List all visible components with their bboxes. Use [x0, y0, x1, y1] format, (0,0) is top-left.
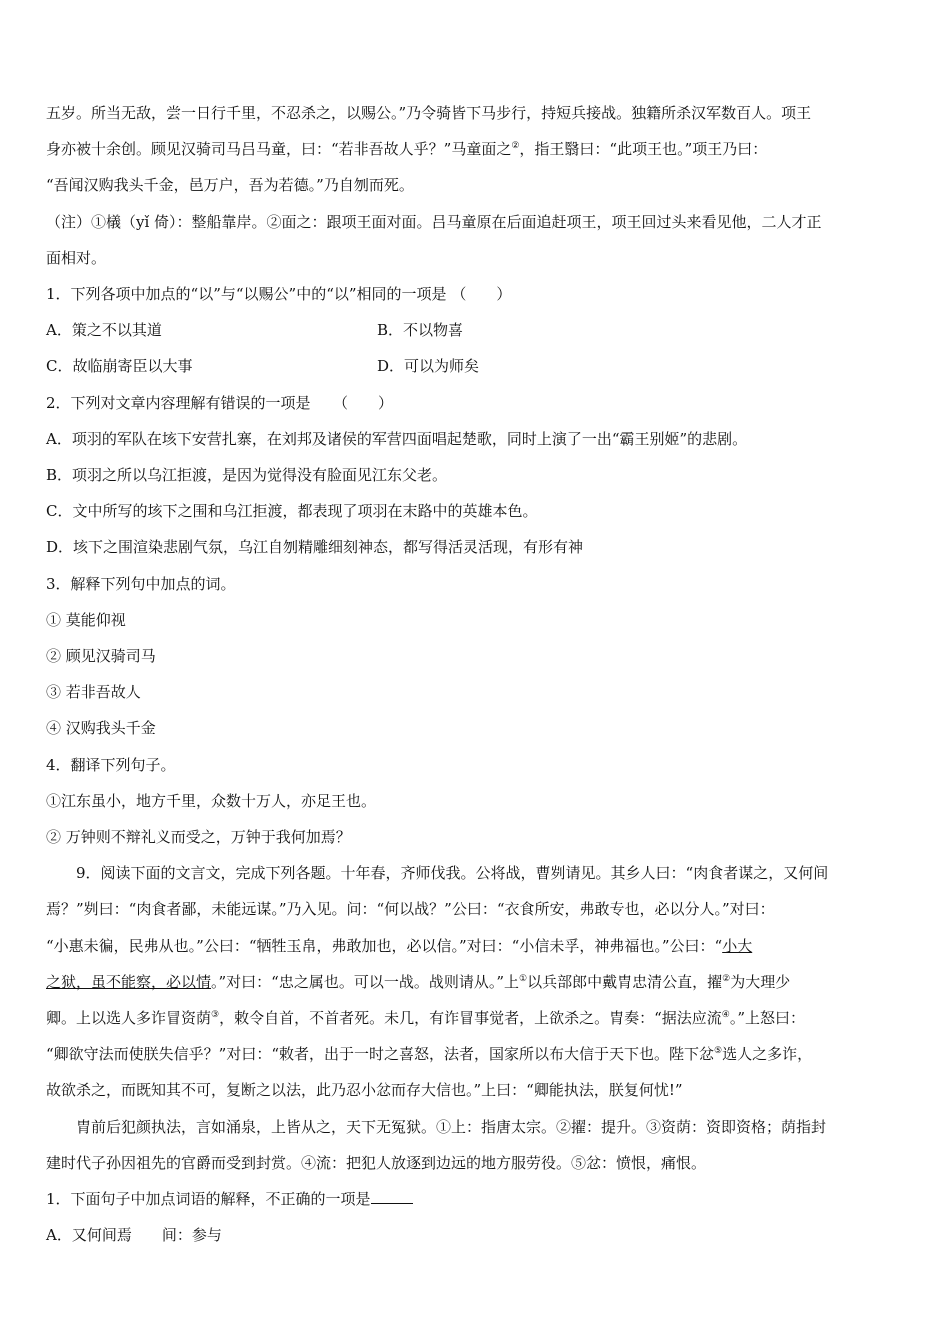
q4-stem: 4．翻译下列句子。: [46, 755, 176, 774]
document-page: [46, 95, 908, 1254]
q4-item: ①江东虽小，地方千里，众数十万人，亦足王也。: [46, 791, 377, 810]
q9-passage-line5: 卿。上以选人多诈冒资荫③，敕令自首，不首者死。未几，有诈冒事觉者，上欲杀之。胄奏：“据法应流④。”上怒曰：: [46, 1009, 806, 1028]
q2-option-c: C．文中所写的垓下之围和乌江拒渡，都表现了项羽在末路中的英雄本色。: [46, 502, 538, 521]
q3-item: ① 莫能仰视: [46, 610, 126, 629]
passage1-note: （注）①檥（yǐ 倚）：整船靠岸。②面之：跟项王面对面。吕马童原在后面追赶项王，项王回过头来看见他，二人才正: [46, 212, 822, 231]
passage1-note-cont: 面相对。: [46, 248, 107, 267]
q9-passage-line8: 胄前后犯颜执法，言如涌泉，上皆从之，天下无冤狱。①上：指唐太宗。②擢：提升。③资荫：资即资格；荫指封: [76, 1117, 827, 1136]
passage1-line3: “吾闻汉购我头千金，邑万户，吾为若德。”乃自刎而死。: [46, 176, 414, 195]
q9-question1-stem: 1．下面句子中加点词语的解释，不正确的一项是: [46, 1181, 908, 1217]
q3-stem: 3．解释下列句中加点的词。: [46, 574, 236, 593]
q2-option-d: D．垓下之围渲染悲剧气氛，乌江自刎精雕细刻神态，都写得活灵活现，有形有神: [46, 538, 584, 557]
q2-stem: 2．下列对文章内容理解有错误的一项是 （ ）: [46, 393, 394, 412]
q9-passage-line2: 焉？”刿曰：“肉食者鄙，未能远谋。”乃入见。问：“何以战？”公曰：“衣食所安，弗敢专也，必以分人。”对曰：: [46, 900, 775, 919]
q1-option-b: B．不以物喜: [377, 321, 464, 340]
q2-option-a: A．项羽的军队在垓下安营扎寨，在刘邦及诸侯的军营四面唱起楚歌，同时上演了一出“霸王别姬”的悲剧。: [46, 429, 748, 448]
q9-passage-line6: “卿欲守法而使朕失信乎？”对曰：“敕者，出于一时之喜怒，法者，国家所以布大信于天下也。陛下忿⑤选人之多诈，: [46, 1045, 813, 1064]
answer-blank[interactable]: [371, 1189, 413, 1204]
q4-item: ② 万钟则不辩礼义而受之，万钟于我何加焉？: [46, 828, 351, 847]
passage1-line2: 身亦被十余创。顾见汉骑司马吕马童，曰：“若非吾故人乎？”马童面之②，指王翳曰：“此项王也。”项王乃曰：: [46, 140, 768, 159]
q3-item: ④ 汉购我头千金: [46, 719, 156, 738]
q1-stem: 1．下列各项中加点的“以”与“以赐公”中的“以”相同的一项是 （ ）: [46, 285, 512, 304]
q9-passage-line7: 故欲杀之，而既知其不可，复断之以法，此乃忍小忿而存大信也。”上曰：“卿能执法，朕复何忧!”: [46, 1081, 683, 1100]
q3-item: ② 顾见汉骑司马: [46, 647, 156, 666]
q3-item: ③ 若非吾故人: [46, 683, 141, 702]
q1-options-row1: [46, 312, 908, 348]
passage1-line1: 五岁。所当无敌，尝一日行千里，不忍杀之，以赐公。”乃令骑皆下马步行，持短兵接战。独籍所杀汉军数百人。项王: [46, 104, 812, 122]
q1-option-d: D．可以为师矣: [377, 357, 480, 376]
q1-option-c: C．故临崩寄臣以大事: [46, 357, 193, 376]
q9-passage-line1: 9．阅读下面的文言文，完成下列各题。十年春，齐师伐我。公将战，曹刿请见。其乡人曰：“肉食者谋之，又何间: [76, 864, 829, 883]
q9-question1-option-a: A．又何间焉 间：参与: [46, 1226, 222, 1245]
q2-option-b: B．项羽之所以乌江拒渡，是因为觉得没有脸面见江东父老。: [46, 466, 448, 485]
q9-passage-line3: “小惠未徧，民弗从也。”公曰：“牺牲玉帛，弗敢加也，必以信。”对曰：“小信未孚，神弗福也。”公曰：“小大: [46, 936, 753, 955]
q1-option-a: A．策之不以其道: [46, 321, 162, 340]
q1-options-row2: [46, 348, 908, 384]
q9-passage-line4: 之狱，虽不能察，必以情。”对曰：“忠之属也。可以一战。战则请从。”上①以兵部郎中戴胄忠清公直，擢②为大理少: [46, 972, 791, 991]
q9-notes: 建时代子孙因祖先的官爵而受到封赏。④流：把犯人放逐到边远的地方服劳役。⑤忿：愤恨，痛恨。: [46, 1153, 707, 1172]
